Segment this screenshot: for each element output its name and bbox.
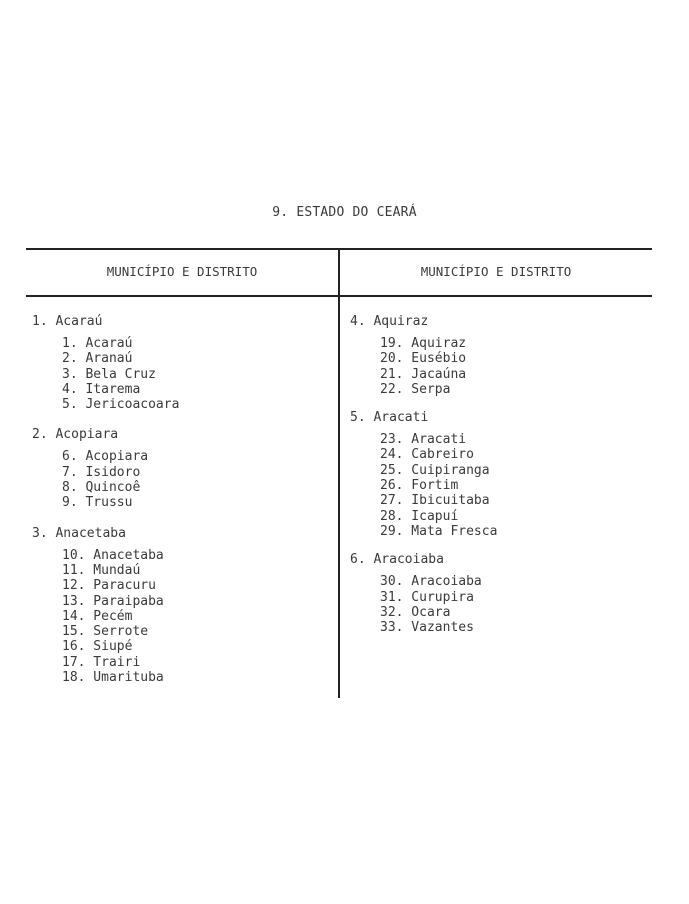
district-item: 15. Serrote bbox=[62, 624, 149, 640]
district-item: 30. Aracoiaba bbox=[380, 574, 482, 590]
district-list bbox=[380, 432, 497, 539]
municipio-group bbox=[32, 427, 179, 510]
right-column-header: MUNICÍPIO E DISTRITO bbox=[420, 264, 572, 279]
municipio-name: 1. Acaraú bbox=[32, 314, 103, 329]
district-item: 2. Aranaú bbox=[62, 351, 133, 367]
municipio-group bbox=[350, 314, 497, 397]
district-item: 22. Serpa bbox=[380, 381, 451, 397]
district-item: 1. Acaraú bbox=[62, 336, 133, 351]
municipio-name: 3. Anacetaba bbox=[32, 525, 126, 541]
district-item: 33. Vazantes bbox=[380, 620, 474, 636]
district-item: 23. Aracati bbox=[380, 432, 467, 448]
district-item: 12. Paracuru bbox=[62, 578, 156, 594]
municipio-group bbox=[32, 526, 179, 686]
municipio-group bbox=[350, 410, 497, 539]
municipio-name: 4. Aquiraz bbox=[350, 314, 429, 329]
district-item: 29. Mata Fresca bbox=[380, 523, 498, 539]
municipio-name: 6. Aracoiaba bbox=[350, 552, 444, 568]
district-item: 9. Trussu bbox=[62, 495, 133, 511]
district-item: 27. Ibicuitaba bbox=[380, 493, 490, 509]
municipio-name: 5. Aracati bbox=[350, 410, 429, 426]
district-list bbox=[62, 336, 179, 412]
municipio-group bbox=[350, 552, 497, 635]
district-list bbox=[62, 449, 179, 510]
district-item: 26. Fortim bbox=[380, 478, 459, 494]
page-title: 9. ESTADO DO CEARÁ bbox=[272, 205, 417, 220]
district-item: 32. Ocara bbox=[380, 604, 451, 620]
district-item: 3. Bela Cruz bbox=[62, 366, 156, 382]
left-column bbox=[32, 314, 179, 700]
district-item: 7. Isidoro bbox=[62, 464, 141, 480]
municipio-group bbox=[32, 314, 179, 412]
district-item: 8. Quincoê bbox=[62, 480, 141, 496]
district-item: 28. Icapuí bbox=[380, 508, 459, 524]
district-item: 11. Mundaú bbox=[62, 562, 141, 578]
district-item: 4. Itarema bbox=[62, 381, 141, 397]
district-item: 13. Paraipaba bbox=[62, 593, 164, 609]
district-item: 24. Cabreiro bbox=[380, 447, 474, 463]
district-list bbox=[380, 574, 497, 635]
district-item: 19. Aquiraz bbox=[380, 336, 467, 351]
district-item: 10. Anacetaba bbox=[62, 547, 164, 563]
district-item: 17. Trairi bbox=[62, 654, 141, 670]
district-list bbox=[62, 548, 179, 686]
district-list bbox=[380, 336, 497, 397]
municipio-name: 2. Acopiara bbox=[32, 427, 119, 443]
district-item: 20. Eusébio bbox=[380, 351, 467, 367]
column-divider bbox=[338, 250, 340, 698]
district-item: 16. Siupé bbox=[62, 639, 133, 655]
district-item: 25. Cuipiranga bbox=[380, 462, 490, 478]
left-column-header: MUNICÍPIO E DISTRITO bbox=[106, 264, 258, 279]
right-column bbox=[350, 314, 497, 648]
district-item: 14. Pecém bbox=[62, 608, 133, 624]
district-item: 5. Jericoacoara bbox=[62, 397, 180, 413]
district-item: 31. Curupira bbox=[380, 589, 474, 605]
district-item: 6. Acopiara bbox=[62, 449, 149, 465]
district-item: 18. Umarituba bbox=[62, 670, 164, 686]
district-item: 21. Jacaúna bbox=[380, 366, 467, 382]
